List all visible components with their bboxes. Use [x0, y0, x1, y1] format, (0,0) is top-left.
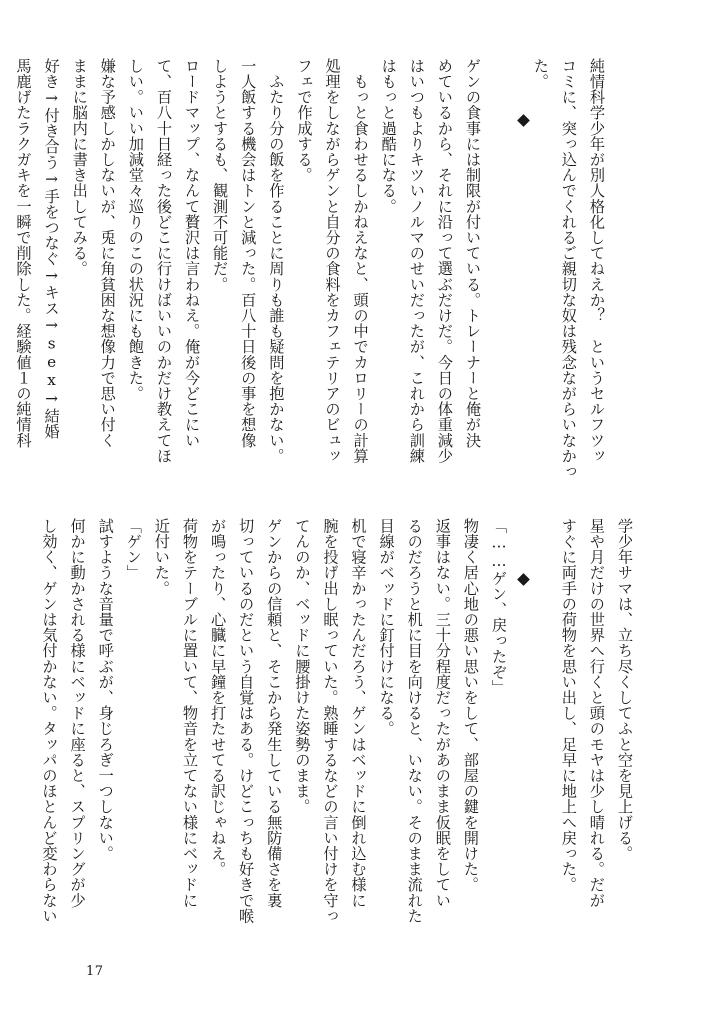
- text-line: 好き→付き合う→手をつなぐ→キス→sex→結婚: [42, 58, 61, 440]
- page-number: 17: [86, 964, 104, 979]
- text-line: ふたり分の飯を作ることに周りも誰も疑問を抱かない。: [267, 58, 286, 464]
- text-line: ゲンの食事には制限が付いている。トレーナーと俺が決: [464, 58, 482, 448]
- text-line: が鳴ったり、心臓に早鐘を打たせてる訳じゃねえ。: [209, 518, 228, 877]
- text-line: 純情科学少年が別人格化してねえか？ というセルフツッ: [588, 58, 606, 464]
- text-line: ゲンからの信頼と、そこから発生している無防備さを裏: [265, 518, 284, 908]
- bottom-paragraph-main: [35, 518, 513, 948]
- text-line: 目線がベッドに釘付けになる。: [377, 518, 396, 737]
- text-line: ままに脳内に書き出してみる。: [70, 58, 89, 277]
- top-paragraph-intro: [527, 58, 611, 488]
- text-line: 机で寝辛かったんだろう、ゲンはベッドに倒れ込む様に: [349, 518, 368, 908]
- text-line: ロードマップ、なんて贅沢は言わねえ。俺が今どこにい: [183, 58, 202, 448]
- text-line: めているから、それに沿って選ぶだけだ。今日の体重減少: [435, 58, 454, 464]
- text-line: しい。いい加減堂々巡りのこの状況にも飽きた。: [126, 58, 145, 402]
- text-line: てんのか、ベッドに腰掛けた姿勢のまま。: [293, 518, 312, 815]
- text-line: 腕を投げ出し眠っていた。熟睡するなどの言い付けを守っ: [321, 518, 340, 924]
- text-line: るのだろうと机に目を向けると、いない。そのまま流れた: [405, 518, 424, 924]
- text-line: 荷物をテーブルに置いて、物音を立てない様にベッドに: [180, 518, 199, 908]
- text-line: 試すような音量で呼ぶが、身じろぎ一つしない。: [96, 518, 115, 862]
- text-line: 星や月だけの世界へ行くと頭のモヤは少し晴れる。だが: [587, 518, 606, 908]
- text-line: 馬鹿げたラクガキを一瞬で削除した。経験値１の純情科: [14, 58, 33, 448]
- text-line: はいつもよりキツいノルマのせいだったが、これから訓練: [407, 58, 426, 464]
- text-line: 学少年サマは、立ち尽くしてふと空を見上げる。: [616, 518, 634, 862]
- text-line: て、百八十日経った後どこに行けばいいのかだけ教えてほ: [154, 58, 173, 464]
- text-line: 「……ゲン、戻ったぞ」: [490, 518, 508, 696]
- text-line: 返事はない。三十分程度だったがあのまま仮眠をしてい: [433, 518, 452, 908]
- text-line: 何かに動かされる様にベッドに座ると、スプリングが少: [68, 518, 87, 908]
- text-line: 切っているのだという自覚はある。けどこっちも好きで喉: [237, 518, 256, 924]
- text-line: た。: [531, 58, 550, 90]
- text-line: すぐに両手の荷物を思い出し、足早に地上へ戻った。: [559, 518, 578, 893]
- text-line: しようとするも、観測不可能だ。: [211, 58, 230, 292]
- text-line: フェで作成する。: [295, 58, 314, 183]
- section-break-diamond-icon: [517, 573, 530, 586]
- text-line: 処理をしながらゲンと自分の食料をカフェテリアのビュッ: [323, 58, 342, 464]
- text-line: 物凄く居心地の悪い思いをして、部屋の鍵を開けた。: [461, 518, 480, 893]
- top-paragraph-main: [9, 58, 487, 488]
- text-line: 嫌な予感しかしないが、兎に角貧困な想像力で思い付く: [98, 58, 117, 448]
- text-line: し効く、ゲンは気付かない。タッパのほとんど変わらない: [40, 518, 59, 924]
- text-line: 近付いた。: [152, 518, 171, 596]
- text-line: はもっと過酷になる。: [379, 58, 398, 214]
- text-line: もっと食わせるしかねえなと、頭の中でカロリーの計算: [351, 58, 370, 464]
- text-line: 一人飯する機会はトンと減った。百八十日後の事を想像: [239, 58, 258, 448]
- text-line: 「ゲン」: [124, 518, 143, 581]
- text-line: コミに、突っ込んでくれるご親切な奴は残念ながらいなかっ: [559, 58, 578, 480]
- bottom-paragraph-intro: [555, 518, 639, 948]
